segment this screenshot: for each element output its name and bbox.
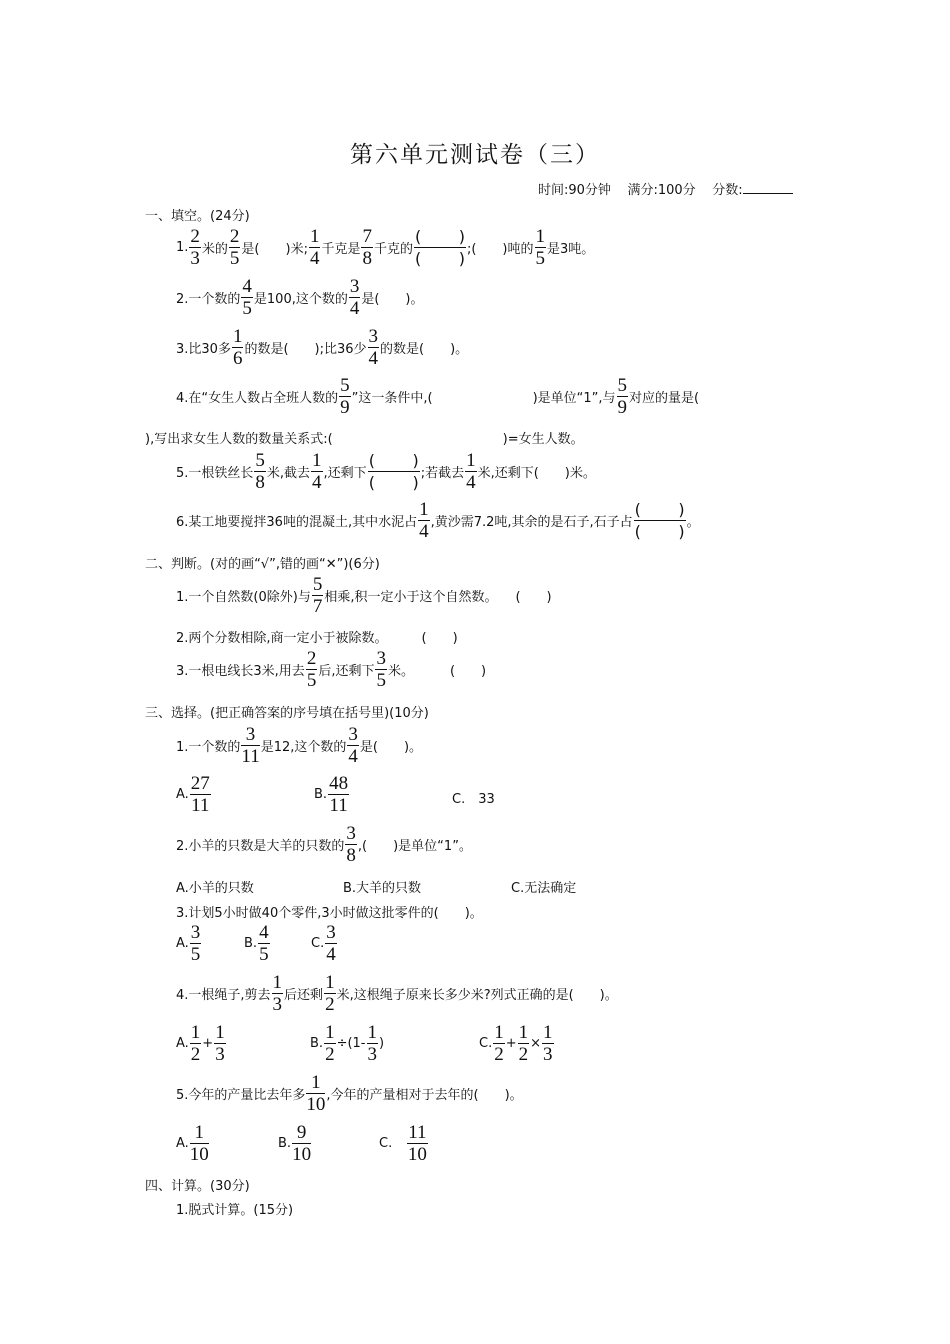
fraction bbox=[617, 375, 629, 418]
text: 1 bbox=[494, 1022, 504, 1043]
text: 5 bbox=[535, 248, 546, 269]
question-2-2 bbox=[176, 627, 458, 646]
text: 1 bbox=[325, 972, 335, 993]
text: 1.一个数的 bbox=[176, 740, 241, 755]
text: 5 bbox=[259, 944, 269, 965]
text: 是( )。 bbox=[361, 292, 424, 307]
text: 3 bbox=[215, 1044, 225, 1065]
fraction bbox=[190, 1122, 209, 1165]
text: 27 bbox=[190, 773, 210, 794]
text: 5 bbox=[312, 574, 323, 595]
text: 2 bbox=[306, 648, 317, 669]
text: ),写出求女生人数的数量关系式:( bbox=[145, 432, 333, 447]
fraction bbox=[311, 450, 323, 493]
question-3-5 bbox=[176, 1072, 523, 1115]
text: 4 bbox=[368, 348, 379, 369]
text: 是100,这个数的 bbox=[253, 292, 348, 307]
text: 4 bbox=[309, 248, 320, 269]
text: C. bbox=[311, 936, 325, 951]
question-3-2 bbox=[176, 823, 472, 866]
text: 1 bbox=[325, 1022, 335, 1043]
text: ;若截去 bbox=[420, 466, 465, 481]
fraction bbox=[493, 1022, 505, 1065]
fraction-answer-blank[interactable] bbox=[634, 499, 686, 542]
question-1-4-continued bbox=[145, 428, 584, 447]
text: 10 bbox=[292, 1144, 312, 1165]
question-4-1: 1.脱式计算。(15分) bbox=[176, 1203, 294, 1218]
option-3-3-a[interactable] bbox=[176, 922, 202, 965]
text: 3 bbox=[367, 1044, 377, 1065]
text: B. bbox=[314, 787, 328, 802]
exam-meta bbox=[538, 179, 793, 198]
text: 1 bbox=[194, 1122, 205, 1143]
text: 7 bbox=[312, 596, 323, 617]
text: A. bbox=[176, 1036, 189, 1051]
text: 9 bbox=[296, 1122, 307, 1143]
text: 2.小羊的只数是大羊的只数的 bbox=[176, 839, 345, 854]
text: 2.一个数的 bbox=[176, 292, 241, 307]
option-3-5-a[interactable] bbox=[176, 1122, 210, 1165]
text: 米,还剩下( )米。 bbox=[477, 466, 596, 481]
text: ( bbox=[368, 473, 375, 492]
text: 5 bbox=[306, 670, 317, 691]
text: 2 bbox=[325, 1044, 335, 1065]
text: 4 bbox=[348, 746, 358, 767]
text: 后还剩 bbox=[284, 988, 324, 1003]
text: 的数是( );比36少 bbox=[244, 342, 367, 357]
text: 5 bbox=[242, 298, 252, 319]
text: 1 bbox=[419, 499, 429, 520]
judgment-parentheses[interactable]: ( ) bbox=[515, 590, 552, 605]
fraction bbox=[465, 450, 477, 493]
text: 1 bbox=[309, 226, 320, 247]
text: 2 bbox=[229, 226, 240, 247]
text: + bbox=[202, 1036, 214, 1051]
text: C. bbox=[379, 1136, 393, 1151]
text: 1 bbox=[543, 1022, 553, 1043]
fraction bbox=[189, 226, 201, 269]
judgment-parentheses[interactable]: ( ) bbox=[449, 664, 487, 679]
text: 千克是 bbox=[321, 242, 361, 257]
text: B. bbox=[278, 1136, 292, 1151]
text: 3 bbox=[346, 823, 356, 844]
text: 11 bbox=[241, 746, 260, 767]
text: 1 bbox=[311, 1072, 321, 1093]
text: 3 bbox=[348, 724, 358, 745]
score-label: 分数: bbox=[712, 183, 743, 198]
text: A. bbox=[176, 936, 189, 951]
text: 1 bbox=[232, 326, 243, 347]
text: 11 bbox=[408, 1122, 427, 1143]
fraction bbox=[306, 648, 318, 691]
option-3-3-b[interactable] bbox=[244, 922, 271, 965]
text: 6.某工地要搅拌36吨的混凝土,其中水泥占 bbox=[176, 515, 418, 530]
text: ”这一条件中,( bbox=[351, 391, 433, 406]
text: 相乘,积一定小于这个自然数。 bbox=[324, 590, 498, 605]
fraction bbox=[407, 1122, 427, 1165]
text: 4 bbox=[349, 298, 360, 319]
text: 4 bbox=[242, 276, 252, 297]
fraction bbox=[309, 226, 321, 269]
question-3-4 bbox=[176, 972, 618, 1015]
text: ( bbox=[368, 451, 375, 470]
text: × bbox=[530, 1036, 542, 1051]
text: 的数是( )。 bbox=[380, 342, 469, 357]
text: 3 bbox=[326, 922, 336, 943]
text: 3 bbox=[376, 648, 386, 669]
text: 2 bbox=[494, 1044, 504, 1065]
fraction bbox=[190, 1022, 202, 1065]
text: )是单位“1”,与 bbox=[532, 391, 616, 406]
judgment-parentheses[interactable]: ( ) bbox=[421, 631, 458, 646]
text: 3 bbox=[349, 276, 360, 297]
question-2-3 bbox=[176, 648, 486, 691]
text: ) bbox=[412, 451, 419, 470]
question-1-4 bbox=[176, 375, 699, 418]
text: 3.一根电线长3米,用去 bbox=[176, 664, 305, 679]
text: 3 bbox=[190, 922, 201, 943]
text: 11 bbox=[191, 795, 210, 816]
text: 米。 bbox=[387, 664, 414, 679]
question-3-1 bbox=[176, 724, 422, 767]
text: 是( )。 bbox=[359, 740, 423, 755]
text: A. bbox=[176, 787, 189, 802]
text: 9 bbox=[340, 397, 350, 418]
fraction bbox=[292, 1122, 311, 1165]
text: 4 bbox=[466, 472, 476, 493]
fraction bbox=[258, 922, 270, 965]
time-limit: 时间:90分钟 bbox=[538, 183, 611, 198]
fraction bbox=[345, 823, 357, 866]
text: ;( )吨的 bbox=[466, 242, 534, 257]
text: 1 bbox=[518, 1022, 529, 1043]
text: 5 bbox=[376, 670, 386, 691]
text: 5.今年的产量比去年多 bbox=[176, 1088, 306, 1103]
fraction bbox=[272, 972, 284, 1015]
text: 2.两个分数相除,商一定小于被除数。 bbox=[176, 631, 388, 646]
fraction bbox=[328, 773, 349, 816]
question-1-2 bbox=[176, 276, 424, 319]
text: 6 bbox=[232, 348, 243, 369]
text: 1 bbox=[272, 972, 283, 993]
score-blank[interactable] bbox=[743, 181, 793, 194]
fraction bbox=[361, 226, 373, 269]
fraction bbox=[418, 499, 430, 542]
option-3-4-b[interactable] bbox=[310, 1022, 384, 1065]
fraction bbox=[254, 450, 266, 493]
question-1-1 bbox=[176, 226, 594, 269]
fraction bbox=[232, 326, 244, 369]
text: C. bbox=[479, 1036, 493, 1051]
fraction bbox=[325, 922, 337, 965]
text: 3 bbox=[543, 1044, 553, 1065]
text: 4.一根绳子,剪去 bbox=[176, 988, 271, 1003]
text: 4 bbox=[259, 922, 269, 943]
text: ÷(1- bbox=[336, 1036, 366, 1051]
text: ,今年的产量相对于去年的( )。 bbox=[326, 1088, 523, 1103]
text: A. bbox=[176, 1136, 189, 1151]
text: 10 bbox=[189, 1144, 209, 1165]
option-3-2-b[interactable]: B.大羊的只数 bbox=[343, 881, 422, 896]
option-3-3-c[interactable] bbox=[311, 922, 338, 965]
text: 是12,这个数的 bbox=[260, 740, 347, 755]
text: 5 bbox=[255, 450, 265, 471]
text: 1. bbox=[176, 240, 189, 255]
text: 9 bbox=[617, 397, 628, 418]
text: 5 bbox=[190, 944, 201, 965]
text: 10 bbox=[407, 1144, 427, 1165]
text: 4 bbox=[312, 472, 322, 493]
text: 2 bbox=[190, 226, 200, 247]
text: 8 bbox=[346, 845, 356, 866]
text: ,还剩下 bbox=[323, 466, 367, 481]
text: 1 bbox=[466, 450, 476, 471]
option-3-5-c[interactable] bbox=[379, 1122, 429, 1165]
text: 4 bbox=[326, 944, 336, 965]
text: ) bbox=[458, 227, 465, 246]
option-3-1-c[interactable]: C. 33 bbox=[452, 792, 495, 807]
text: 1 bbox=[215, 1022, 225, 1043]
text: 10 bbox=[306, 1094, 326, 1115]
text: 4 bbox=[419, 521, 429, 542]
text: 1 bbox=[367, 1022, 377, 1043]
text: 千克的 bbox=[373, 242, 413, 257]
fraction bbox=[339, 375, 351, 418]
full-score: 满分:100分 bbox=[627, 183, 696, 198]
fraction bbox=[347, 724, 359, 767]
option-3-1-b[interactable] bbox=[314, 773, 350, 816]
fraction bbox=[190, 922, 202, 965]
question-1-5 bbox=[176, 450, 596, 493]
text: 米的 bbox=[201, 242, 228, 257]
text: 7 bbox=[362, 226, 372, 247]
option-3-2-a[interactable]: A.小羊的只数 bbox=[176, 881, 254, 896]
fraction bbox=[542, 1022, 554, 1065]
text: ,黄沙需7.2吨,其余的是石子,石子占 bbox=[430, 515, 633, 530]
text: 2 bbox=[190, 1044, 201, 1065]
text: ,( )是单位“1”。 bbox=[357, 839, 472, 854]
question-1-3 bbox=[176, 326, 468, 369]
section-2-heading: 二、判断。(对的画“√”,错的画“✕”)(6分) bbox=[145, 557, 380, 572]
text: 5.一根铁丝长 bbox=[176, 466, 254, 481]
text: 3 bbox=[272, 994, 283, 1015]
text: B. bbox=[244, 936, 258, 951]
text: 5 bbox=[229, 248, 240, 269]
fraction bbox=[229, 226, 241, 269]
text: ) bbox=[379, 1036, 385, 1051]
text: 5 bbox=[340, 375, 350, 396]
text: 米,截去 bbox=[266, 466, 311, 481]
option-3-4-c[interactable] bbox=[479, 1022, 555, 1065]
text: ( bbox=[414, 249, 422, 268]
fraction bbox=[518, 1022, 530, 1065]
option-3-5-b[interactable] bbox=[278, 1122, 312, 1165]
section-4-heading: 四、计算。(30分) bbox=[145, 1179, 250, 1194]
text: 1 bbox=[190, 1022, 201, 1043]
option-3-1-a[interactable] bbox=[176, 773, 212, 816]
fraction bbox=[214, 1022, 226, 1065]
text: 8 bbox=[362, 248, 372, 269]
text: 1 bbox=[535, 226, 546, 247]
fraction-answer-blank[interactable] bbox=[368, 450, 420, 493]
text: 1.一个自然数(0除外)与 bbox=[176, 590, 311, 605]
page-title: 第六单元测试卷（三） bbox=[350, 142, 600, 168]
fraction bbox=[324, 1022, 336, 1065]
text: 3 bbox=[368, 326, 379, 347]
text: 是3吨。 bbox=[547, 242, 595, 257]
fraction bbox=[312, 574, 324, 617]
fraction bbox=[241, 276, 253, 319]
text: 2 bbox=[325, 994, 335, 1015]
text: 2 bbox=[518, 1044, 529, 1065]
fraction bbox=[368, 326, 380, 369]
fraction bbox=[349, 276, 361, 319]
text: 8 bbox=[255, 472, 265, 493]
text: ( bbox=[634, 522, 641, 541]
text: B. bbox=[310, 1036, 324, 1051]
text: )=女生人数。 bbox=[502, 432, 584, 447]
text: ( bbox=[414, 227, 422, 246]
text: 3 bbox=[245, 724, 256, 745]
text: 对应的量是( bbox=[629, 391, 700, 406]
text: 米,这根绳子原来长多少米?列式正确的是( )。 bbox=[336, 988, 618, 1003]
fraction bbox=[367, 1022, 379, 1065]
fraction bbox=[241, 724, 259, 767]
text: 4.在“女生人数占全班人数的 bbox=[176, 391, 339, 406]
text: ) bbox=[678, 500, 685, 519]
question-3-3: 3.计划5小时做40个零件,3小时做这批零件的( )。 bbox=[176, 906, 483, 921]
text: 11 bbox=[329, 795, 348, 816]
fraction bbox=[190, 773, 211, 816]
section-1-heading: 一、填空。(24分) bbox=[145, 209, 250, 224]
text: + bbox=[505, 1036, 517, 1051]
text: ( bbox=[634, 500, 641, 519]
text: 3 bbox=[190, 248, 200, 269]
text: 是( )米; bbox=[241, 242, 308, 257]
text: 。 bbox=[686, 515, 700, 530]
text: 5 bbox=[617, 375, 628, 396]
text: 48 bbox=[329, 773, 349, 794]
fraction bbox=[324, 972, 336, 1015]
text: ) bbox=[412, 473, 419, 492]
fraction-answer-blank[interactable] bbox=[414, 226, 466, 269]
text: 3.比30多 bbox=[176, 342, 231, 357]
question-2-1 bbox=[176, 574, 552, 617]
fraction bbox=[375, 648, 387, 691]
fraction bbox=[306, 1072, 325, 1115]
option-3-4-a[interactable] bbox=[176, 1022, 227, 1065]
fraction bbox=[535, 226, 547, 269]
text: 后,还剩下 bbox=[318, 664, 375, 679]
text: ) bbox=[678, 522, 685, 541]
text: 1 bbox=[312, 450, 322, 471]
text: ) bbox=[458, 249, 465, 268]
option-3-2-c[interactable]: C.无法确定 bbox=[511, 881, 577, 896]
section-3-heading: 三、选择。(把正确答案的序号填在括号里)(10分) bbox=[145, 706, 429, 721]
question-1-6 bbox=[176, 499, 700, 542]
